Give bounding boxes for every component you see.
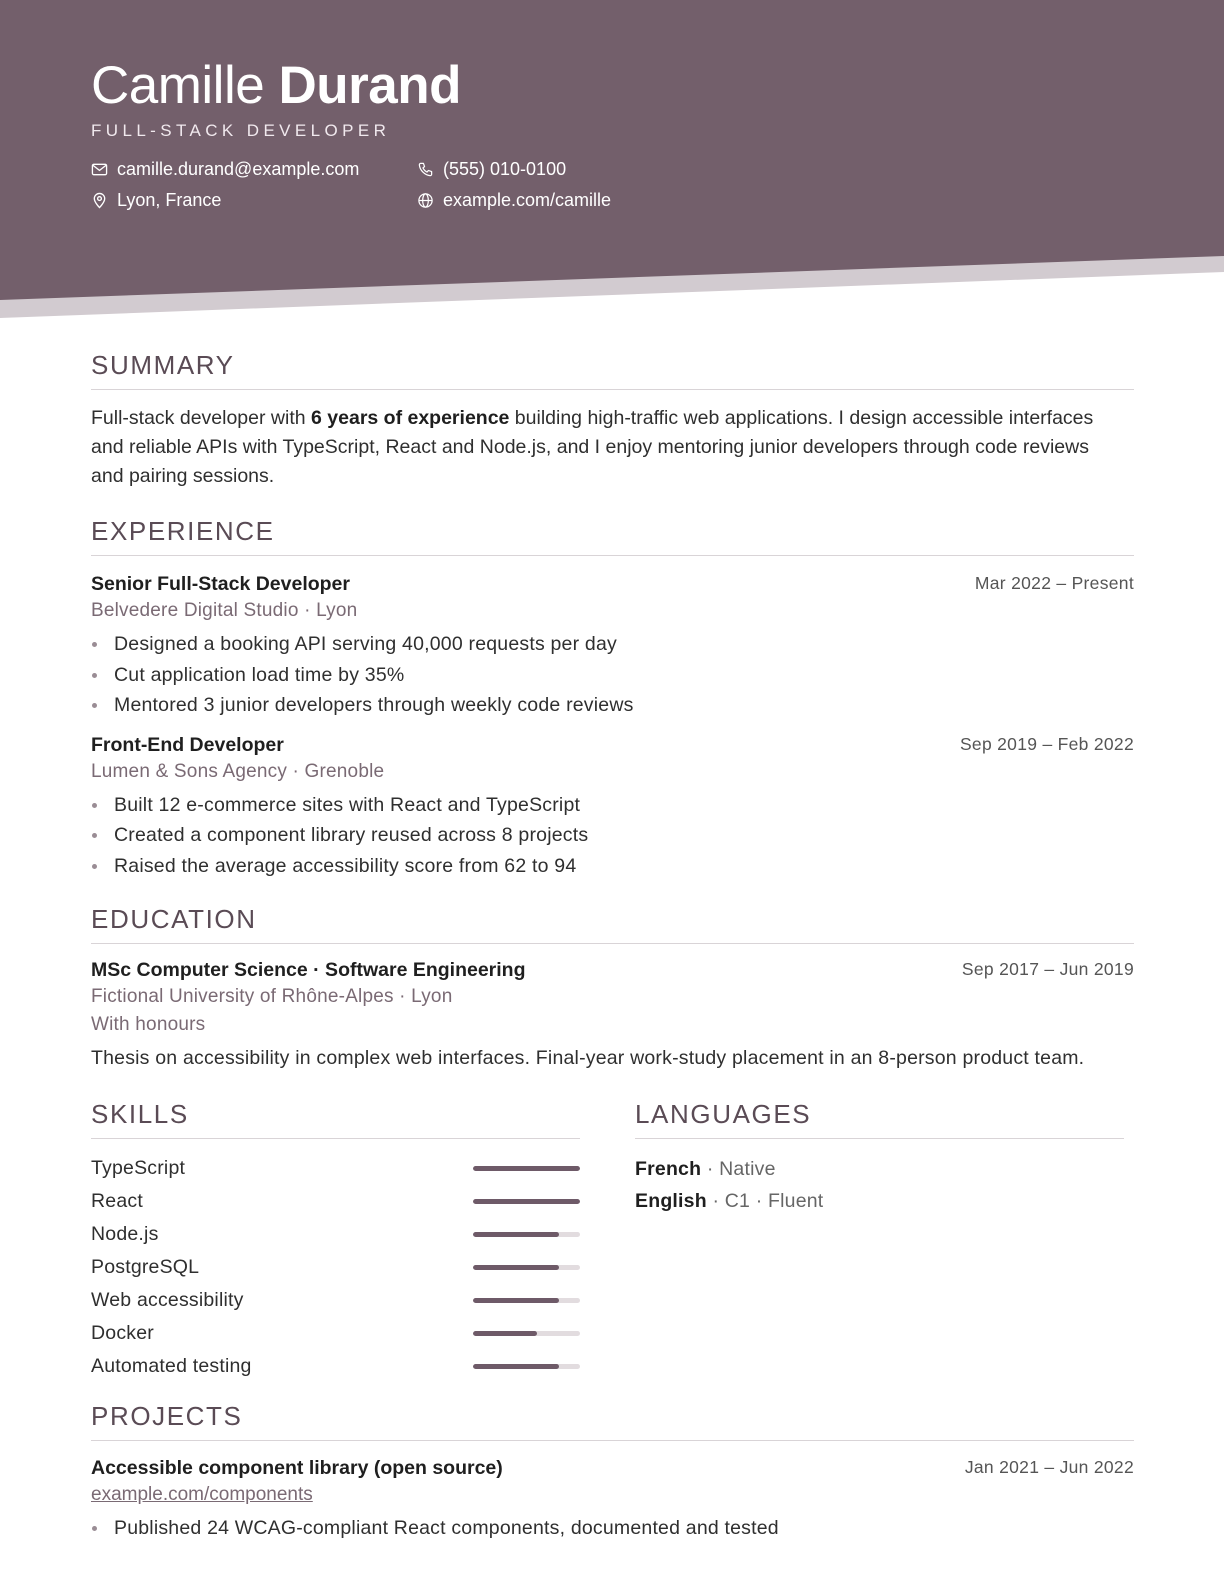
job-bullet: Designed a booking API serving 40,000 requests per day	[91, 629, 1134, 660]
education-dates: Sep 2017 – Jun 2019	[961, 959, 1134, 979]
contact-phone[interactable]	[417, 159, 566, 180]
skill-name: Automated testing	[91, 1355, 252, 1377]
experience-heading: EXPERIENCE	[91, 516, 275, 546]
resume-body	[91, 350, 1134, 1544]
skills-list	[91, 1153, 580, 1384]
mail-icon	[91, 161, 108, 178]
project-bullet: Published 24 WCAG-compliant React components, documented and tested	[91, 1513, 1134, 1544]
header	[91, 54, 791, 229]
skill-level-bar	[473, 1364, 580, 1369]
job-bullet: Raised the average accessibility score from 62 to 94	[91, 851, 1134, 882]
education-description: Thesis on accessibility in complex web interfaces. Final-year work-study placement in an 8-person product team.	[91, 1047, 1085, 1069]
summary-section	[91, 350, 1134, 491]
projects-heading: PROJECTS	[91, 1401, 243, 1431]
skill-row	[91, 1318, 580, 1351]
degree-title: MSc Computer Science · Software Engineering	[91, 959, 526, 981]
skill-name: React	[91, 1190, 143, 1212]
job-entry	[91, 732, 1134, 882]
location-pin-icon	[91, 192, 108, 209]
skill-level-bar	[473, 1331, 580, 1336]
section-divider	[91, 555, 1134, 556]
candidate-name	[91, 54, 791, 118]
globe-icon	[417, 192, 434, 209]
job-bullet: Cut application load time by 35%	[91, 660, 1134, 691]
skill-level-fill	[473, 1265, 559, 1270]
project-entry	[91, 1455, 1134, 1544]
skill-name: Docker	[91, 1322, 154, 1344]
skill-name: PostgreSQL	[91, 1256, 200, 1278]
job-dates: Sep 2019 – Feb 2022	[959, 733, 1134, 754]
language-level: · Native	[701, 1158, 776, 1180]
skill-level-fill	[473, 1232, 559, 1237]
section-divider	[635, 1138, 1124, 1139]
contact-location	[91, 190, 221, 211]
phone-text: (555) 010-0100	[443, 159, 567, 179]
job-bullet: Built 12 e-commerce sites with React and TypeScript	[91, 790, 1134, 821]
job-bullets	[91, 629, 1134, 721]
projects-section	[91, 1401, 1134, 1544]
skill-level-bar	[473, 1298, 580, 1303]
skill-level-fill	[473, 1364, 559, 1369]
skill-level-bar	[473, 1199, 580, 1204]
section-divider	[91, 1440, 1134, 1441]
summary-text-end: building high-traffic web applications. I design accessible interfaces and reliable APIs with TypeScript, React and Node.js, and I enjoy mentoring junior developers through code reviews and pairing sessions.	[91, 407, 1094, 487]
summary-heading: SUMMARY	[91, 350, 235, 380]
project-dates: Jan 2021 – Jun 2022	[964, 1457, 1134, 1477]
job-bullets	[91, 790, 1134, 882]
job-title: FULL-STACK DEVELOPER	[91, 121, 391, 140]
skill-level-fill	[473, 1331, 537, 1336]
language-item	[635, 1185, 1124, 1217]
contact-info	[91, 159, 791, 229]
job-company: Belvedere Digital Studio · Lyon	[91, 600, 358, 621]
phone-icon	[417, 161, 434, 178]
last-name: Durand	[278, 56, 461, 115]
language-name: English	[635, 1190, 707, 1212]
summary-text-start: Full-stack developer with	[91, 407, 312, 429]
skill-name: Node.js	[91, 1223, 159, 1245]
skill-row	[91, 1153, 580, 1186]
section-divider	[91, 389, 1134, 390]
skill-row	[91, 1252, 580, 1285]
languages-list	[635, 1153, 1124, 1217]
job-bullet: Created a component library reused across 8 projects	[91, 820, 1134, 851]
summary-text	[91, 404, 1101, 491]
skill-row	[91, 1186, 580, 1219]
job-entry	[91, 571, 1134, 721]
skill-level-fill	[473, 1298, 559, 1303]
language-level: · C1 · Fluent	[706, 1190, 824, 1212]
project-bullets	[91, 1513, 1134, 1544]
job-dates: Mar 2022 – Present	[974, 573, 1134, 593]
job-title: Senior Full-Stack Developer	[91, 573, 350, 595]
section-divider	[91, 943, 1134, 944]
skill-level-bar	[473, 1166, 580, 1171]
skill-level-fill	[473, 1166, 580, 1171]
education-section	[91, 904, 1134, 1073]
section-divider	[91, 1138, 580, 1139]
location-text: Lyon, France	[117, 190, 222, 210]
skill-row	[91, 1219, 580, 1252]
summary-highlight: 6 years of experience	[311, 407, 510, 429]
contact-website[interactable]	[417, 190, 611, 211]
project-link[interactable]: example.com/components	[91, 1484, 313, 1505]
honours: With honours	[91, 1014, 206, 1035]
experience-section	[91, 516, 1134, 881]
language-item	[635, 1153, 1124, 1185]
job-title: Front-End Developer	[91, 733, 284, 756]
job-bullet: Mentored 3 junior developers through weekly code reviews	[91, 690, 1134, 721]
language-name: French	[635, 1158, 702, 1180]
skill-name: TypeScript	[91, 1157, 186, 1179]
skills-languages-row	[91, 1099, 1134, 1399]
education-entry	[91, 957, 1134, 1073]
skill-row	[91, 1285, 580, 1318]
project-title: Accessible component library (open source)	[91, 1457, 503, 1479]
website-text: example.com/camille	[443, 190, 612, 210]
skill-level-bar	[473, 1232, 580, 1237]
skills-heading: SKILLS	[91, 1099, 189, 1129]
education-heading: EDUCATION	[91, 904, 257, 934]
email-text: camille.durand@example.com	[117, 159, 360, 179]
first-name: Camille	[91, 56, 265, 115]
skill-level-bar	[473, 1265, 580, 1270]
school-name: Fictional University of Rhône-Alpes · Lyon	[91, 986, 453, 1007]
job-company: Lumen & Sons Agency · Grenoble	[91, 760, 385, 782]
skill-level-fill	[473, 1199, 580, 1204]
skill-row	[91, 1351, 580, 1384]
skill-name: Web accessibility	[91, 1289, 244, 1311]
contact-email[interactable]	[91, 159, 359, 180]
languages-section	[635, 1099, 1124, 1217]
skills-section	[91, 1099, 580, 1384]
languages-heading: LANGUAGES	[635, 1099, 812, 1129]
